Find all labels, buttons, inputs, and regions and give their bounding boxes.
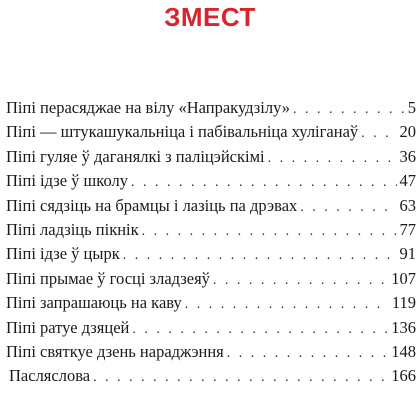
page-title: ЗМЕСТ <box>164 2 256 32</box>
toc-entry-title: Піпі святкуе дзень нараджэння <box>6 341 224 361</box>
dot-leader <box>361 122 396 146</box>
toc-entry-title: Піпі ідзе ў школу <box>6 171 128 191</box>
dot-leader <box>142 220 397 244</box>
toc-entry-page: 91 <box>399 244 416 264</box>
dot-leader <box>93 366 388 390</box>
table-of-contents <box>6 96 416 389</box>
toc-entry <box>6 218 416 242</box>
toc-entry-page: 166 <box>391 366 416 386</box>
toc-entry <box>6 316 416 340</box>
toc-entry <box>6 267 416 291</box>
dot-leader <box>213 269 388 293</box>
toc-entry <box>6 96 416 120</box>
toc-entry <box>6 242 416 266</box>
toc-entry-page: 136 <box>391 317 416 337</box>
toc-entry-page: 47 <box>399 171 416 191</box>
toc-entry-title: Піпі перасяджае на вілу «Напракудзілу» <box>6 98 291 117</box>
toc-entry-title: Піпі ратуе дзяцей <box>6 317 130 337</box>
dot-leader <box>300 196 396 220</box>
toc-entry-page: 36 <box>399 146 416 166</box>
toc-entry <box>6 340 416 364</box>
toc-entry <box>6 364 416 388</box>
toc-entry-page: 20 <box>399 122 416 142</box>
toc-entry-page: 148 <box>391 341 416 361</box>
toc-entry <box>6 120 416 144</box>
toc-entry-title: Піпі — штукашукальніца і пабівальніца хуліганаў <box>6 122 359 142</box>
dot-leader <box>131 171 397 195</box>
dot-leader <box>123 244 397 268</box>
toc-entry-title: Піпі гуляе ў даганялкі з паліцэйскімі <box>6 146 265 166</box>
toc-entry-title: Пасляслова <box>9 366 91 386</box>
toc-entry <box>6 169 416 193</box>
toc-entry <box>6 194 416 218</box>
toc-entry-page: 77 <box>399 219 416 239</box>
dot-leader <box>132 318 388 342</box>
toc-entry-title: Піпі прымае ў госці зладзеяў <box>6 268 210 288</box>
toc-entry-title: Піпі ідзе ў цырк <box>6 244 120 264</box>
toc-entry <box>6 145 416 169</box>
dot-leader <box>268 147 397 171</box>
dot-leader <box>185 293 389 317</box>
toc-entry-page: 5 <box>407 98 416 117</box>
toc-entry-title: Піпі ладзіць пікнік <box>6 219 139 239</box>
dot-leader <box>227 342 388 366</box>
toc-entry-title: Піпі сядзіць на брамцы і лазіць па дрэвах <box>6 195 298 215</box>
toc-entry-page: 63 <box>399 195 416 215</box>
dot-leader <box>293 98 405 122</box>
toc-entry-title: Піпі запрашаюць на каву <box>6 293 182 313</box>
toc-entry-page: 107 <box>391 268 416 288</box>
toc-entry <box>6 291 416 315</box>
toc-entry-page: 119 <box>391 293 416 313</box>
